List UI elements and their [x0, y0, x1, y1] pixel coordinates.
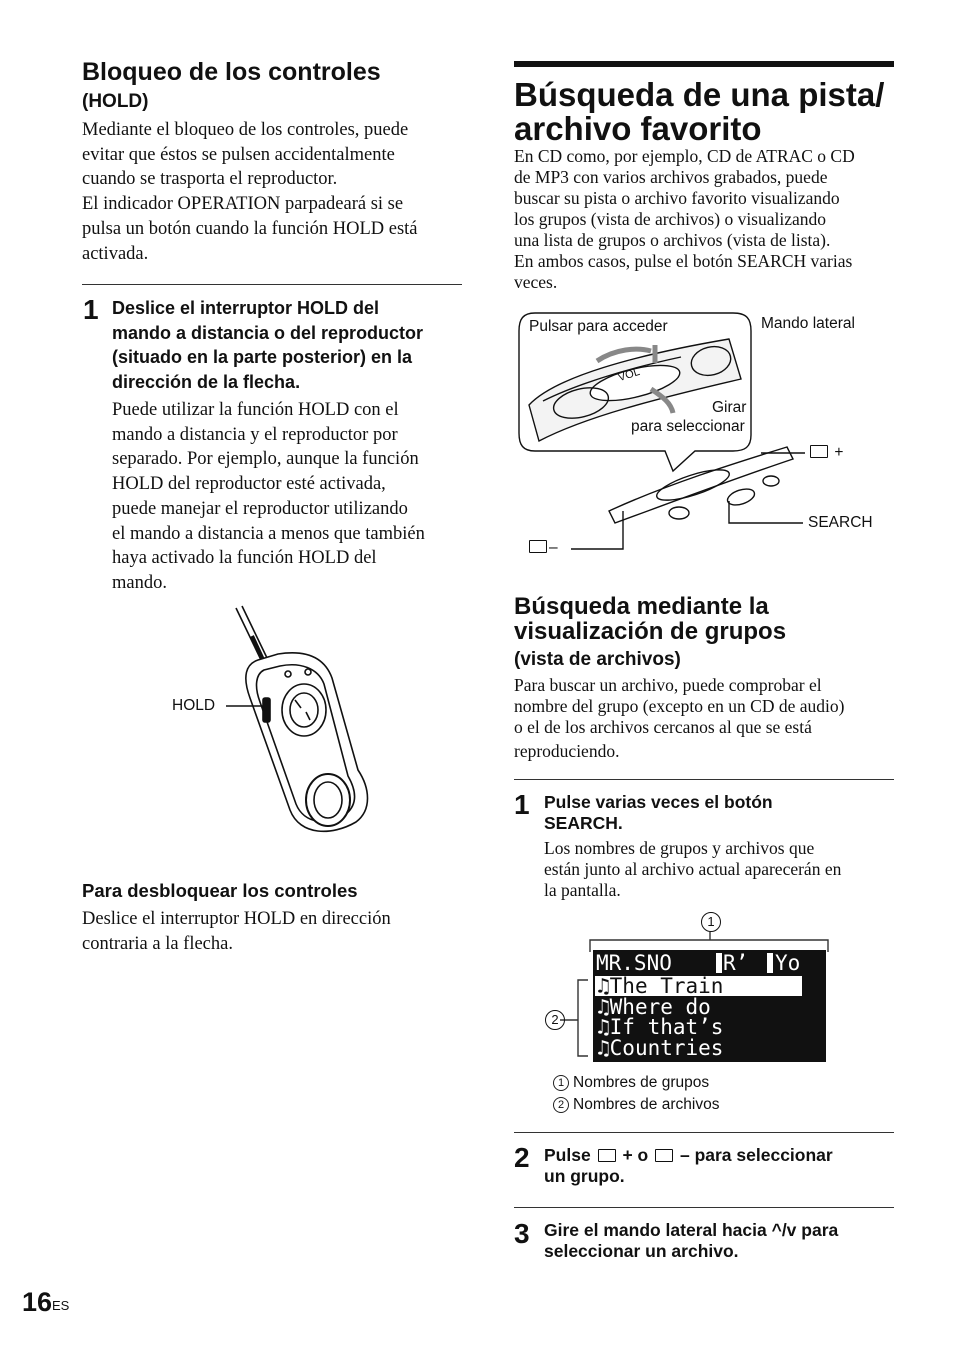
lcd-file-1: ♫The Train	[597, 974, 724, 998]
turn-label-2: para seleccionar	[631, 418, 745, 435]
music-note-icon: ♫	[597, 995, 610, 1019]
unlock-title: Para desbloquear los controles	[82, 880, 358, 901]
lcd-file-2: ♫Where do	[597, 995, 711, 1019]
step-body: Los nombres de grupos y archivos que están junto al archivo actual aparecerán en la pantalla.	[544, 838, 842, 900]
step-title: Pulse + o – para seleccionar un grupo.	[544, 1145, 833, 1186]
hold-label: HOLD	[172, 697, 216, 714]
page-number: 16	[22, 1287, 53, 1317]
section-subtitle-hold: (HOLD)	[82, 91, 149, 112]
step-title: Gire el mando lateral hacia ^/v para seleccionar un archivo.	[544, 1220, 839, 1261]
folder-icon	[655, 1149, 673, 1162]
group-plus-label: +	[808, 444, 843, 462]
folder-icon	[529, 540, 547, 553]
callout-2: 2	[545, 1010, 565, 1030]
lcd-separator	[767, 953, 773, 973]
folder-icon	[598, 1149, 616, 1162]
divider	[514, 1132, 894, 1133]
section-title-hold: Bloqueo de los controles	[82, 58, 381, 86]
page-title: Búsqueda de una pista/ archivo favorito	[514, 76, 885, 147]
lcd-file-3: ♫If that’s	[597, 1015, 724, 1039]
remote-hold-illustration	[160, 600, 390, 850]
callout-1: 1	[701, 912, 721, 932]
press-label: Pulsar para acceder	[529, 318, 668, 335]
divider	[82, 284, 462, 285]
step-number: 3	[514, 1218, 530, 1249]
step-number: 2	[514, 1142, 530, 1173]
group-view-subtitle: (vista de archivos)	[514, 649, 681, 670]
step-title: Deslice el interruptor HOLD del mando a distancia o del reproductor (situado en la parte posterior) en la dirección de la flecha.	[112, 298, 424, 392]
lcd-screen	[593, 950, 826, 1062]
group-minus-label: –	[527, 539, 558, 557]
music-note-icon: ♫	[597, 974, 610, 998]
lcd-group-2: R’	[723, 951, 749, 975]
divider	[514, 1207, 894, 1208]
lcd-separator	[716, 953, 722, 973]
step-number: 1	[514, 789, 530, 820]
language-code: ES	[52, 1298, 70, 1313]
step-body: Puede utilizar la función HOLD con el mando a distancia y el reproductor por separado. Por ejemplo, aunque la función HOLD del reproductor esté activada, puede manejar el reproductor utilizando el mando a distancia a menos que también haya activado la función HOLD del mando.	[112, 400, 425, 593]
legend-1: 1 Nombres de grupos	[553, 1074, 709, 1092]
step-title: Pulse varias veces el botón SEARCH.	[544, 792, 773, 833]
vol-label: VOL	[616, 365, 642, 385]
search-intro: En CD como, por ejemplo, CD de ATRAC o CD de MP3 con varios archivos grabados, puede buscar su pista o archivo favorito visualizando los grupos (vista de archivos) o visualizando una lista de grupos o archivos (vista de lista). En ambos casos, pulse el botón SEARCH varias veces.	[514, 146, 855, 292]
lcd-file-4: ♫Countries	[597, 1036, 724, 1060]
divider	[514, 779, 894, 780]
step-number: 1	[83, 294, 99, 325]
music-note-icon: ♫	[597, 1015, 610, 1039]
legend-2: 2 Nombres de archivos	[553, 1096, 719, 1114]
title-bar-rule	[514, 61, 894, 67]
group-view-title: Búsqueda mediante la visualización de grupos	[514, 593, 787, 645]
lcd-group-1: MR.SNO	[596, 953, 718, 973]
folder-icon	[810, 445, 828, 458]
music-note-icon: ♫	[597, 1036, 610, 1060]
turn-label: Girar	[712, 399, 747, 416]
group-view-intro: Para buscar un archivo, puede comprobar el nombre del grupo (excepto en un CD de audio) o el de los archivos cercanos al que se está reproduciendo.	[514, 675, 845, 761]
search-label: SEARCH	[808, 514, 873, 531]
lcd-group-3: Yo	[775, 951, 801, 975]
hold-intro: Mediante el bloqueo de los controles, puede evitar que éstos se pulsen accidentalmente cuando se trasporta el reproductor. El indicador OPERATION parpadeará si se pulsa un botón cuando la función HOLD está activada.	[82, 120, 418, 264]
unlock-body: Deslice el interruptor HOLD en dirección contraria a la flecha.	[82, 909, 391, 954]
side-control-label: Mando lateral	[761, 315, 855, 332]
